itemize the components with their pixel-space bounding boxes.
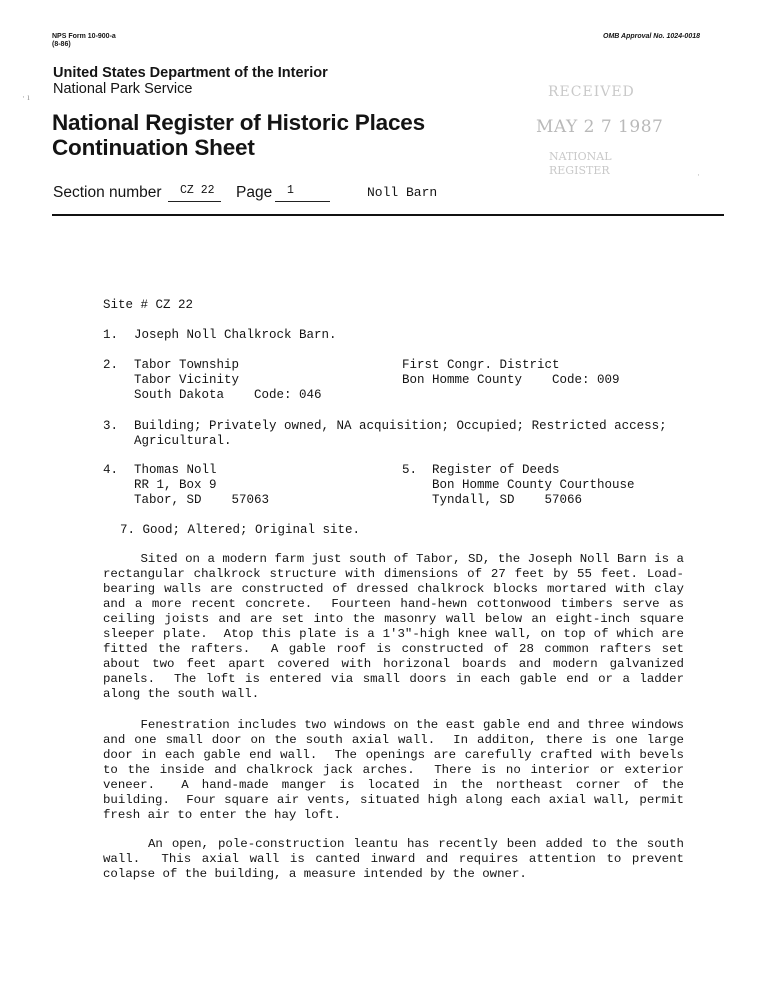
district-line: First Congr. District: [402, 358, 560, 372]
item-number: 3.: [103, 419, 119, 433]
received-stamp-line3: NATIONAL: [549, 150, 612, 163]
item-number: 1.: [103, 328, 119, 342]
scan-speck: ·: [697, 170, 700, 180]
item-number: 4.: [103, 463, 119, 477]
form-number-line2: (8-86): [52, 41, 71, 48]
form-number-line1: NPS Form 10-900-a: [52, 33, 116, 40]
omb-approval: OMB Approval No. 1024-0018: [603, 33, 700, 40]
deed-location-line: Tyndall, SD 57066: [432, 493, 583, 507]
item-number: 5.: [402, 463, 418, 477]
section-number-value: CZ 22: [180, 184, 215, 197]
header-divider: [52, 214, 724, 216]
agency-name: National Park Service: [53, 81, 193, 97]
scan-speck: · ı: [22, 92, 30, 102]
owner-line: RR 1, Box 9: [134, 478, 217, 492]
page-label: Page: [236, 184, 273, 201]
received-stamp-date: MAY 2 7 1987: [536, 117, 664, 137]
page-underline: [275, 201, 330, 202]
received-stamp: RECEIVED: [548, 84, 635, 100]
property-name: Noll Barn: [367, 185, 438, 200]
description-paragraph: An open, pole-construction leantu has recently been added to the south wall. This axial wall is canted inward and requires attention to prevent colapse of the building, a measure intended by the owner.: [103, 837, 692, 881]
section-number-underline: [168, 201, 221, 202]
department-name: United States Department of the Interior: [53, 65, 328, 81]
item-number: 2.: [103, 358, 119, 372]
owner-line: Thomas Noll: [134, 463, 217, 477]
received-stamp-line4: REGISTER: [549, 164, 610, 177]
owner-line: Tabor, SD 57063: [134, 493, 270, 507]
form-number: [52, 33, 116, 49]
location-line: Tabor Vicinity: [134, 373, 240, 387]
deed-location-line: Bon Homme County Courthouse: [432, 478, 635, 492]
form-title-line2: Continuation Sheet: [52, 135, 255, 160]
description-paragraph: Fenestration includes two windows on the east gable end and three windows and one small door on the south axial wall. In additon, there is one large door in each gable end wall. The openings are carefully crafted with bevels to the inside and chalkrock jack arches. There is no interior or exterior veneer. A hand-made manger is located in the northeast corner of the building. Four square air vents, situated high along each axial wall, permit fresh air to enter the hay loft.: [103, 718, 692, 822]
deed-location-line: Register of Deeds: [432, 463, 560, 477]
site-number: Site # CZ 22: [103, 298, 194, 312]
condition-line: 7. Good; Altered; Original site.: [120, 523, 361, 537]
page-value: 1: [287, 184, 294, 197]
location-line: South Dakota Code: 046: [134, 388, 322, 402]
section-number-label: Section number: [53, 184, 162, 201]
form-title-line1: National Register of Historic Places: [52, 110, 425, 135]
district-line: Bon Homme County Code: 009: [402, 373, 620, 387]
classification-line: Building; Privately owned, NA acquisition; Occupied; Restricted access;: [134, 419, 667, 433]
location-line: Tabor Township: [134, 358, 240, 372]
property-historic-name: Joseph Noll Chalkrock Barn.: [134, 328, 337, 342]
classification-line: Agricultural.: [134, 434, 232, 448]
description-paragraph: Sited on a modern farm just south of Tabor, SD, the Joseph Noll Barn is a rectangular chalkrock structure with dimensions of 27 feet by 55 feet. Load-bearing walls are constructed of dressed chalkrock blocks mortared with clay and a more recent concrete. Fourteen hand-hewn cottonwood timbers serve as ceiling joists and are set into the masonry wall below an eight-inch square sleeper plate. Atop this plate is a 1'3"-high knee wall, on top of which are fitted the rafters. A gable roof is constructed of 28 common rafters set about two feet apart covered with horizonal boards and modern galvanized panels. The loft is entered via small doors in each gable end or a ladder along the south wall.: [103, 552, 692, 701]
